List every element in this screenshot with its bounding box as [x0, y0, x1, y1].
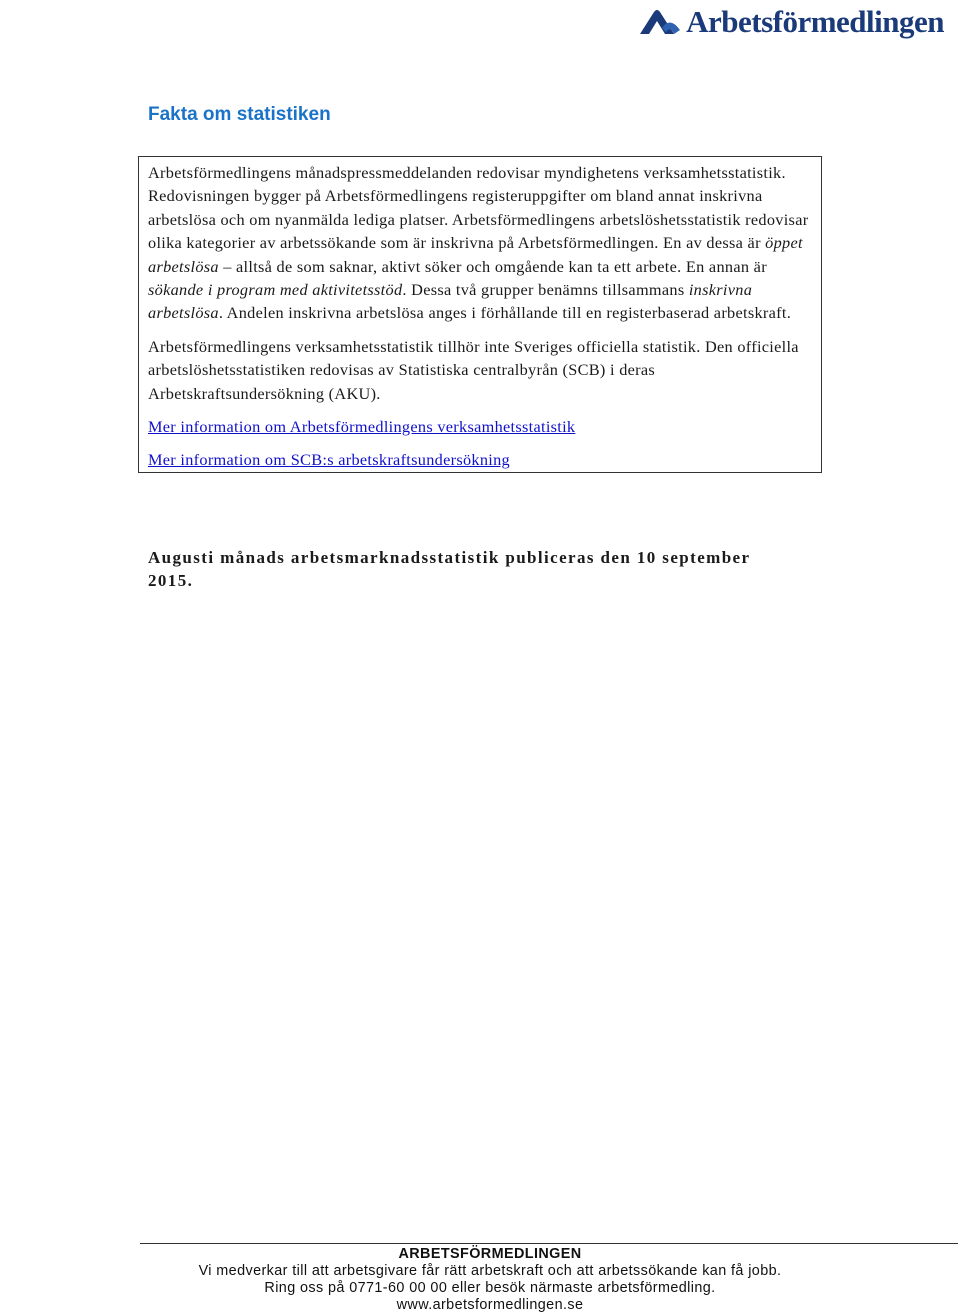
text-segment: . Dessa två grupper benämns tillsammans — [402, 280, 689, 300]
arbetsformedlingen-logo-icon — [638, 8, 682, 36]
emphasized-term: inskrivna arbetslösa — [148, 280, 753, 323]
logo-wordmark: Arbetsförmedlingen — [686, 4, 944, 39]
aku-link[interactable]: Mer information om SCB:s arbetskraftsundersökning — [148, 450, 510, 470]
footer-tagline: Vi medverkar till att arbetsgivare får rätt arbetskraft och att arbetssökande kan få jobb. — [198, 1263, 782, 1279]
emphasized-term: sökande i program med aktivitetsstöd — [148, 280, 403, 300]
text-segment: . Andelen inskrivna arbetslösa anges i förhållande till en registerbaserad arbetskraft. — [218, 303, 792, 323]
fact-paragraph-2: Arbetsförmedlingens verksamhetsstatistik tillhör inte Sveriges officiella statistik. Den officiella arbetslöshetsstatistiken redovisas av Statistiska centralbyrån (SCB) i deras Arbetskraftsundersökning (AKU). — [148, 336, 799, 403]
footer-contact: Ring oss på 0771-60 00 00 eller besök närmaste arbetsförmedling. — [264, 1280, 716, 1296]
fact-box — [138, 156, 822, 473]
text-segment: – alltså de som saknar, aktivt söker och omgående kan ta ett arbete. En annan är — [218, 256, 767, 276]
text-segment: Arbetsförmedlingens månadspressmeddelanden redovisar myndighetens verksamhetsstatistik. Redovisningen bygger på Arbetsförmedlingens registeruppgifter om bland annat inskrivna arbetslösa och om nyanmälda lediga platser. Arbetsförmedlingens arbetslöshetsstatistik redovisar olika kategorier av arbetssökande som är inskrivna på Arbetsförmedlingen. En av dessa är — [148, 163, 809, 253]
footer-divider — [140, 1243, 958, 1244]
footer-org: ARBETSFÖRMEDLINGEN — [398, 1246, 582, 1262]
brand-logo — [638, 2, 944, 42]
footer-url[interactable]: www.arbetsformedlingen.se — [396, 1297, 584, 1313]
page-footer — [140, 1246, 840, 1314]
emphasized-term: öppet arbetslösa — [148, 233, 803, 276]
page-title: Fakta om statistiken — [148, 104, 331, 125]
verksamhetsstatistik-link[interactable]: Mer information om Arbetsförmedlingens verksamhetsstatistik — [148, 417, 576, 437]
fact-paragraph-1 — [148, 161, 811, 325]
publish-notice: Augusti månads arbetsmarknadsstatistik publiceras den 10 september 2015. — [148, 548, 751, 590]
